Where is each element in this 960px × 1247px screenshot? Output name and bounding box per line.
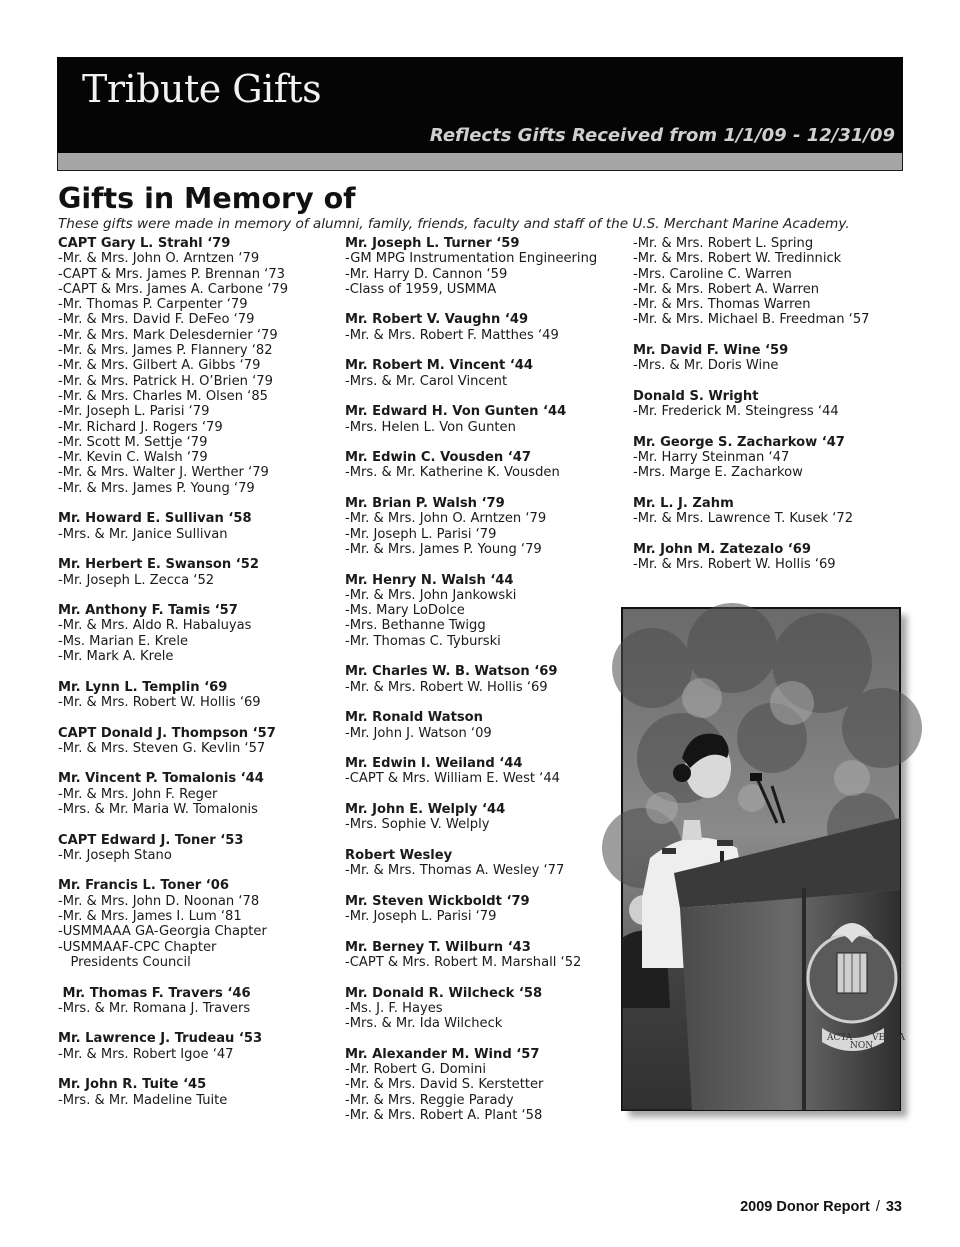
donor-name: -Ms. Marian E. Krele xyxy=(58,633,189,649)
footer-report-title: 2009 Donor Report xyxy=(740,1199,870,1215)
honoree-name: Mr. George S. Zacharkow ‘47 xyxy=(633,434,845,450)
banner-subtitle: Reflects Gifts Received from 1/1/09 - 12/31/09 xyxy=(429,125,895,146)
donor-name: -Mr. Harry Steinman ‘47 xyxy=(633,450,790,466)
donor-name: -Mrs. Sophie V. Welply xyxy=(345,817,490,833)
section-intro: These gifts were made in memory of alumni, family, friends, faculty and staff of the U.S. Merchant Marine Academy. xyxy=(58,216,850,232)
svg-text:ACTA: ACTA xyxy=(827,1033,853,1043)
honoree-name: Mr. Charles W. B. Watson ‘69 xyxy=(345,664,558,680)
honoree-name: Mr. Herbert E. Swanson ‘52 xyxy=(58,557,260,573)
tribute-entry xyxy=(345,236,597,297)
donor-name: -Mr. & Mrs. Thomas A. Wesley ‘77 xyxy=(345,863,565,879)
donor-name: -Mrs. & Mr. Carol Vincent xyxy=(345,373,508,389)
tribute-column-3 xyxy=(633,236,870,588)
page-banner xyxy=(57,57,903,153)
donor-name: -Mr. & Mrs. Reggie Parady xyxy=(345,1092,514,1108)
donor-name: -Mr. Thomas P. Carpenter ‘79 xyxy=(58,297,248,313)
tribute-entry xyxy=(345,664,597,695)
donor-name: -Mr. & Mrs. Walter J. Werther ‘79 xyxy=(58,465,269,481)
tribute-entry xyxy=(345,1047,597,1123)
tribute-entry xyxy=(633,389,870,420)
donor-name: -GM MPG Instrumentation Engineering xyxy=(345,251,598,267)
donor-name: -Mr. & Mrs. David S. Kerstetter xyxy=(345,1077,544,1093)
tribute-entry xyxy=(345,940,597,971)
honoree-name: Mr. David F. Wine ‘59 xyxy=(633,343,789,359)
honoree-name: Mr. Robert M. Vincent ‘44 xyxy=(345,358,534,374)
tribute-entry xyxy=(58,236,288,496)
donor-name: -Mr. Joseph L. Parisi ‘79 xyxy=(345,526,497,542)
donor-name: -Mrs. & Mr. Katherine K. Vousden xyxy=(345,465,560,481)
honoree-name: Mr. Alexander M. Wind ‘57 xyxy=(345,1046,540,1062)
donor-name: -Mrs. & Mr. Doris Wine xyxy=(633,358,779,374)
donor-name: -Mr. Thomas C. Tyburski xyxy=(345,633,501,649)
donor-name: -Mr. Joseph L. Zecca ‘52 xyxy=(58,572,215,588)
donor-name: -Mr. & Mrs. John D. Noonan ‘78 xyxy=(58,893,260,909)
footer-separator: / xyxy=(875,1199,880,1215)
tribute-entry xyxy=(58,878,288,970)
honoree-name: CAPT Edward J. Toner ‘53 xyxy=(58,832,244,848)
donor-name: -Mr. & Mrs. Robert F. Matthes ‘49 xyxy=(345,327,559,343)
tribute-entry xyxy=(58,680,288,711)
donor-name: -Mr. & Mrs. Lawrence T. Kusek ‘72 xyxy=(633,511,854,527)
tribute-entry xyxy=(345,312,597,343)
honoree-name: Mr. Henry N. Walsh ‘44 xyxy=(345,572,514,588)
tribute-entry xyxy=(345,450,597,481)
donor-name: -Mr. Richard J. Rogers ‘79 xyxy=(58,419,223,435)
honoree-name: Mr. Vincent P. Tomalonis ‘44 xyxy=(58,771,264,787)
tribute-entry xyxy=(633,435,870,481)
honoree-name: Mr. Edwin C. Vousden ‘47 xyxy=(345,450,531,466)
honoree-name: Mr. L. J. Zahm xyxy=(633,496,734,512)
donor-name: -Mr. & Mrs. James P. Young ‘79 xyxy=(58,480,255,496)
honoree-name: Mr. Steven Wickboldt ‘79 xyxy=(345,893,530,909)
section-heading: Gifts in Memory of xyxy=(58,182,356,215)
donor-name: -Mr. & Mrs. Robert W. Hollis ‘69 xyxy=(58,694,261,710)
donor-name: -Mrs. & Mr. Romana J. Travers xyxy=(58,1000,251,1016)
donor-name: -Mr. Joseph L. Parisi ‘79 xyxy=(58,404,210,420)
honoree-name: Mr. Donald R. Wilcheck ‘58 xyxy=(345,985,543,1001)
donor-name: -Mr. & Mrs. Gilbert A. Gibbs ‘79 xyxy=(58,358,261,374)
donor-name: -Mrs. Caroline C. Warren xyxy=(633,266,792,282)
donor-name: -CAPT & Mrs. James P. Brennan ‘73 xyxy=(58,266,285,282)
donor-name: -Mr. & Mrs. Mark Delesdernier ‘79 xyxy=(58,327,278,343)
tribute-entry xyxy=(633,236,870,328)
tribute-entry xyxy=(58,726,288,757)
honoree-name: Mr. Ronald Watson xyxy=(345,710,483,726)
donor-name: -Mr. & Mrs. Robert A. Warren xyxy=(633,281,820,297)
donor-name: -Mr. & Mrs. Robert A. Plant ‘58 xyxy=(345,1107,543,1123)
donor-name: -Ms. Mary LoDolce xyxy=(345,603,465,619)
donor-name: -CAPT & Mrs. James A. Carbone ‘79 xyxy=(58,281,289,297)
page-number: 33 xyxy=(885,1199,902,1215)
tribute-entry xyxy=(58,1031,288,1062)
donor-name: -Mr. & Mrs. David F. DeFeo ‘79 xyxy=(58,312,255,328)
donor-name: -Mr. & Mrs. James P. Flannery ‘82 xyxy=(58,343,273,359)
donor-name: -Mr. Harry D. Cannon ‘59 xyxy=(345,266,508,282)
donor-name: -Mr. Robert G. Domini xyxy=(345,1062,486,1078)
honoree-name: Donald S. Wright xyxy=(633,388,759,404)
tribute-entry xyxy=(58,511,288,542)
donor-name: -CAPT & Mrs. William E. West ‘44 xyxy=(345,771,561,787)
tribute-entry xyxy=(345,756,597,787)
donor-name: -Mr. & Mrs. Robert W. Hollis ‘69 xyxy=(633,557,836,573)
honoree-name: Mr. Robert V. Vaughn ‘49 xyxy=(345,312,529,328)
tribute-entry xyxy=(345,986,597,1032)
donor-name: -USMMAAF-CPC Chapter xyxy=(58,939,217,955)
donor-name: -Mr. & Mrs. Patrick H. O’Brien ‘79 xyxy=(58,373,273,389)
tribute-entry xyxy=(345,496,597,557)
donor-name: -Mr. Frederick M. Steingress ‘44 xyxy=(633,404,839,420)
tribute-entry xyxy=(58,986,288,1017)
donor-name: -Mrs. Bethanne Twigg xyxy=(345,618,486,634)
donor-name: -Mr. Joseph L. Parisi ‘79 xyxy=(345,909,497,925)
honoree-name: Mr. Joseph L. Turner ‘59 xyxy=(345,236,520,251)
donor-name: -Ms. J. F. Hayes xyxy=(345,1000,443,1016)
tribute-entry xyxy=(58,1077,288,1108)
donor-name: -Mr. & Mrs. Robert W. Tredinnick xyxy=(633,251,842,267)
donor-name: -Mr. Scott M. Settje ‘79 xyxy=(58,434,208,450)
donor-name: -Mr. & Mrs. John Jankowski xyxy=(345,587,517,603)
donor-name: -Mrs. Marge E. Zacharkow xyxy=(633,465,803,481)
honoree-name: Mr. Anthony F. Tamis ‘57 xyxy=(58,603,238,619)
honoree-name: Mr. Berney T. Wilburn ‘43 xyxy=(345,939,531,955)
tribute-entry xyxy=(345,404,597,435)
donor-name: -Mr. & Mrs. Robert L. Spring xyxy=(633,236,814,251)
donor-name: -Mr. & Mrs. James I. Lum ‘81 xyxy=(58,909,242,925)
tribute-entry xyxy=(58,771,288,817)
honoree-name: Mr. Howard E. Sullivan ‘58 xyxy=(58,511,252,527)
tribute-entry xyxy=(345,894,597,925)
donor-name: -Mr. & Mrs. Aldo R. Habaluyas xyxy=(58,618,252,634)
donor-name: -Mr. & Mrs. James P. Young ‘79 xyxy=(345,541,542,557)
tribute-entry xyxy=(58,603,288,664)
tribute-entry xyxy=(633,343,870,374)
honoree-name: Mr. Brian P. Walsh ‘79 xyxy=(345,496,505,512)
donor-name: -Mrs. & Mr. Janice Sullivan xyxy=(58,526,228,542)
honoree-name: Mr. John R. Tuite ‘45 xyxy=(58,1077,207,1093)
donor-name: -Mrs. & Mr. Ida Wilcheck xyxy=(345,1016,503,1032)
banner-title: Tribute Gifts xyxy=(82,67,322,111)
honoree-name: Mr. Lawrence J. Trudeau ‘53 xyxy=(58,1031,263,1047)
donor-name: -Mrs. & Mr. Maria W. Tomalonis xyxy=(58,801,258,817)
honoree-name: Mr. John M. Zatezalo ‘69 xyxy=(633,541,811,557)
donor-name: -Mr. & Mrs. Robert W. Hollis ‘69 xyxy=(345,679,548,695)
honoree-name: Mr. John E. Welply ‘44 xyxy=(345,801,506,817)
donor-name: -Mr. & Mrs. John O. Arntzen ‘79 xyxy=(58,251,260,267)
donor-name: -Mr. & Mrs. Steven G. Kevlin ‘57 xyxy=(58,740,266,756)
page-footer xyxy=(740,1199,902,1215)
tribute-entry xyxy=(345,710,597,741)
honoree-name: Mr. Thomas F. Travers ‘46 xyxy=(58,985,251,1001)
honoree-name: Mr. Edwin I. Weiland ‘44 xyxy=(345,756,523,772)
honoree-name: CAPT Donald J. Thompson ‘57 xyxy=(58,725,276,741)
donor-name: -Mr. Mark A. Krele xyxy=(58,649,174,665)
donor-name: -Mr. & Mrs. John F. Reger xyxy=(58,786,218,802)
banner-divider-strip xyxy=(57,153,903,171)
donor-name: -Mr. & Mrs. Thomas Warren xyxy=(633,297,811,313)
donor-name: -Mr. & Mrs. John O. Arntzen ‘79 xyxy=(345,511,547,527)
donor-name: -USMMAAA GA-Georgia Chapter xyxy=(58,924,267,940)
svg-text:VERBA: VERBA xyxy=(872,1033,905,1043)
tribute-entry xyxy=(345,358,597,389)
honoree-name: CAPT Gary L. Strahl ‘79 xyxy=(58,236,231,251)
donor-name: -Mr. John J. Watson ‘09 xyxy=(345,725,492,741)
cadet-speaking-at-podium-photo xyxy=(622,608,905,1110)
donor-name: -Mr. & Mrs. Michael B. Freedman ‘57 xyxy=(633,312,870,328)
honoree-name: Mr. Edward H. Von Gunten ‘44 xyxy=(345,404,567,420)
honoree-name: Mr. Lynn L. Templin ‘69 xyxy=(58,679,228,695)
donor-name: -Mr. & Mrs. Charles M. Olsen ‘85 xyxy=(58,388,268,404)
tribute-entry xyxy=(345,848,597,879)
tribute-column-2 xyxy=(345,236,597,1139)
tribute-column-1 xyxy=(58,236,288,1123)
honoree-name: Robert Wesley xyxy=(345,847,453,863)
photo-illustration xyxy=(622,608,905,1110)
tribute-entry xyxy=(345,802,597,833)
tribute-entry xyxy=(633,496,870,527)
tribute-entry xyxy=(633,542,870,573)
donor-name: -Mrs. Helen L. Von Gunten xyxy=(345,419,516,435)
donor-name: -Mr. & Mrs. Robert Igoe ‘47 xyxy=(58,1046,234,1062)
donor-name: -Mr. Kevin C. Walsh ‘79 xyxy=(58,450,208,466)
honoree-name: Mr. Francis L. Toner ‘06 xyxy=(58,878,229,894)
tribute-entry xyxy=(345,573,597,649)
svg-text:NON: NON xyxy=(850,1041,874,1051)
tribute-entry xyxy=(58,833,288,864)
donor-name: Presidents Council xyxy=(58,954,191,970)
tribute-entry xyxy=(58,557,288,588)
donor-name: -Class of 1959, USMMA xyxy=(345,281,497,297)
donor-name: -CAPT & Mrs. Robert M. Marshall ‘52 xyxy=(345,954,582,970)
donor-name: -Mrs. & Mr. Madeline Tuite xyxy=(58,1092,228,1108)
donor-name: -Mr. Joseph Stano xyxy=(58,847,172,863)
